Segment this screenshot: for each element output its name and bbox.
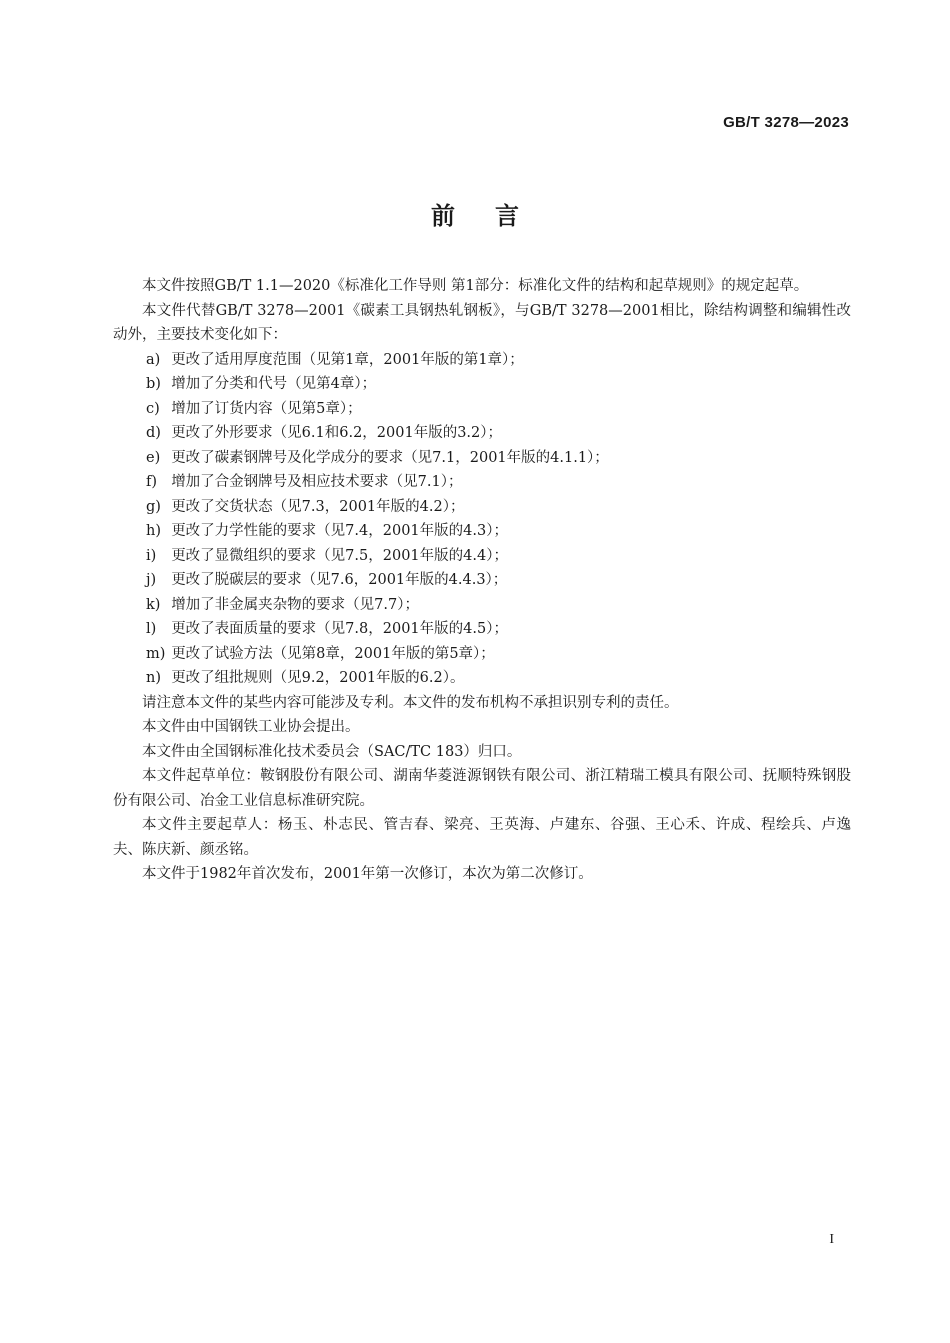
list-marker: l) [146, 621, 157, 637]
drafting-units: 本文件起草单位：鞍钢股份有限公司、湖南华菱涟源钢铁有限公司、浙江精瑞工模具有限公司、抚顺特殊钢股份有限公司、冶金工业信息标准研究院。 [113, 768, 851, 809]
list-item-text: 增加了合金钢牌号及相应技术要求（见7.1）； [171, 474, 463, 490]
paragraph: 本文件按照GB/T 1.1—2020《标准化工作导则 第1部分：标准化文件的结构和起草规则》的规定起草。 [142, 278, 809, 294]
page-title: 前言 [431, 202, 559, 230]
list-item [146, 397, 851, 422]
list-marker: c) [146, 400, 160, 417]
list-item-text: 增加了订货内容（见第5章）； [171, 400, 362, 417]
list-item [146, 446, 851, 471]
list-item [146, 421, 851, 446]
list-item-text: 更改了交货状态（见7.3，2001年版的4.2）； [171, 498, 465, 515]
list-item [146, 666, 851, 691]
list-marker: b) [146, 376, 161, 392]
list-item [146, 642, 851, 667]
changes-list [113, 348, 851, 691]
list-item [146, 470, 851, 495]
list-item [146, 544, 851, 569]
list-item [146, 593, 851, 618]
list-marker: n) [146, 670, 161, 686]
list-item [146, 495, 851, 520]
list-item-text: 更改了力学性能的要求（见7.4，2001年版的4.3）； [171, 523, 508, 539]
list-marker: a) [146, 351, 161, 368]
list-item-text: 更改了适用厚度范围（见第1章，2001年版的第1章）； [171, 351, 524, 368]
revision-history: 本文件于1982年首次发布，2001年第一次修订，本次为第二次修订。 [142, 866, 593, 882]
list-item-text: 更改了碳素钢牌号及化学成分的要求（见7.1，2001年版的4.1.1）； [171, 449, 609, 466]
list-marker: e) [146, 449, 161, 466]
list-marker: f) [146, 474, 158, 490]
proposer-statement: 本文件由中国钢铁工业协会提出。 [142, 719, 360, 735]
paragraph: 本文件代替GB/T 3278—2001《碳素工具钢热轧钢板》，与GB/T 3278—2001相比，除结构调整和编辑性改动外，主要技术变化如下： [113, 302, 851, 343]
list-item-text: 更改了表面质量的要求（见7.8，2001年版的4.5）； [171, 621, 508, 637]
list-item-text: 更改了外形要求（见6.1和6.2，2001年版的3.2）； [171, 425, 503, 441]
list-marker: h) [146, 523, 161, 539]
list-marker: k) [146, 596, 161, 613]
list-item [146, 519, 851, 544]
list-item [146, 372, 851, 397]
list-marker: m) [146, 645, 166, 662]
drafters: 本文件主要起草人：杨玉、朴志民、管吉春、梁亮、王英海、卢建东、谷强、王心禾、许成、程绘兵、卢逸夫、陈庆新、颜丞铭。 [113, 817, 851, 858]
list-marker: g) [146, 498, 161, 515]
list-marker: j) [146, 572, 157, 588]
list-item-text: 更改了试验方法（见第8章，2001年版的第5章）； [171, 645, 495, 662]
list-item-text: 增加了分类和代号（见第4章）； [171, 376, 377, 392]
list-item [146, 348, 851, 373]
committee-statement: 本文件由全国钢标准化技术委员会（SAC/TC 183）归口。 [142, 743, 522, 760]
list-item-text: 更改了脱碳层的要求（见7.6，2001年版的4.4.3）； [171, 572, 508, 588]
list-marker: i) [146, 547, 157, 564]
patent-notice: 请注意本文件的某些内容可能涉及专利。本文件的发布机构不承担识别专利的责任。 [142, 694, 679, 711]
page-number: I [829, 1232, 834, 1247]
list-item-text: 增加了非金属夹杂物的要求（见7.7）； [171, 596, 419, 613]
list-marker: d) [146, 425, 161, 441]
list-item [146, 617, 851, 642]
document-body [113, 274, 851, 887]
list-item-text: 更改了显微组织的要求（见7.5，2001年版的4.4）； [171, 547, 508, 564]
standard-code: GB/T 3278—2023 [723, 114, 849, 131]
list-item-text: 更改了组批规则（见9.2，2001年版的6.2）。 [171, 670, 465, 686]
list-item [146, 568, 851, 593]
